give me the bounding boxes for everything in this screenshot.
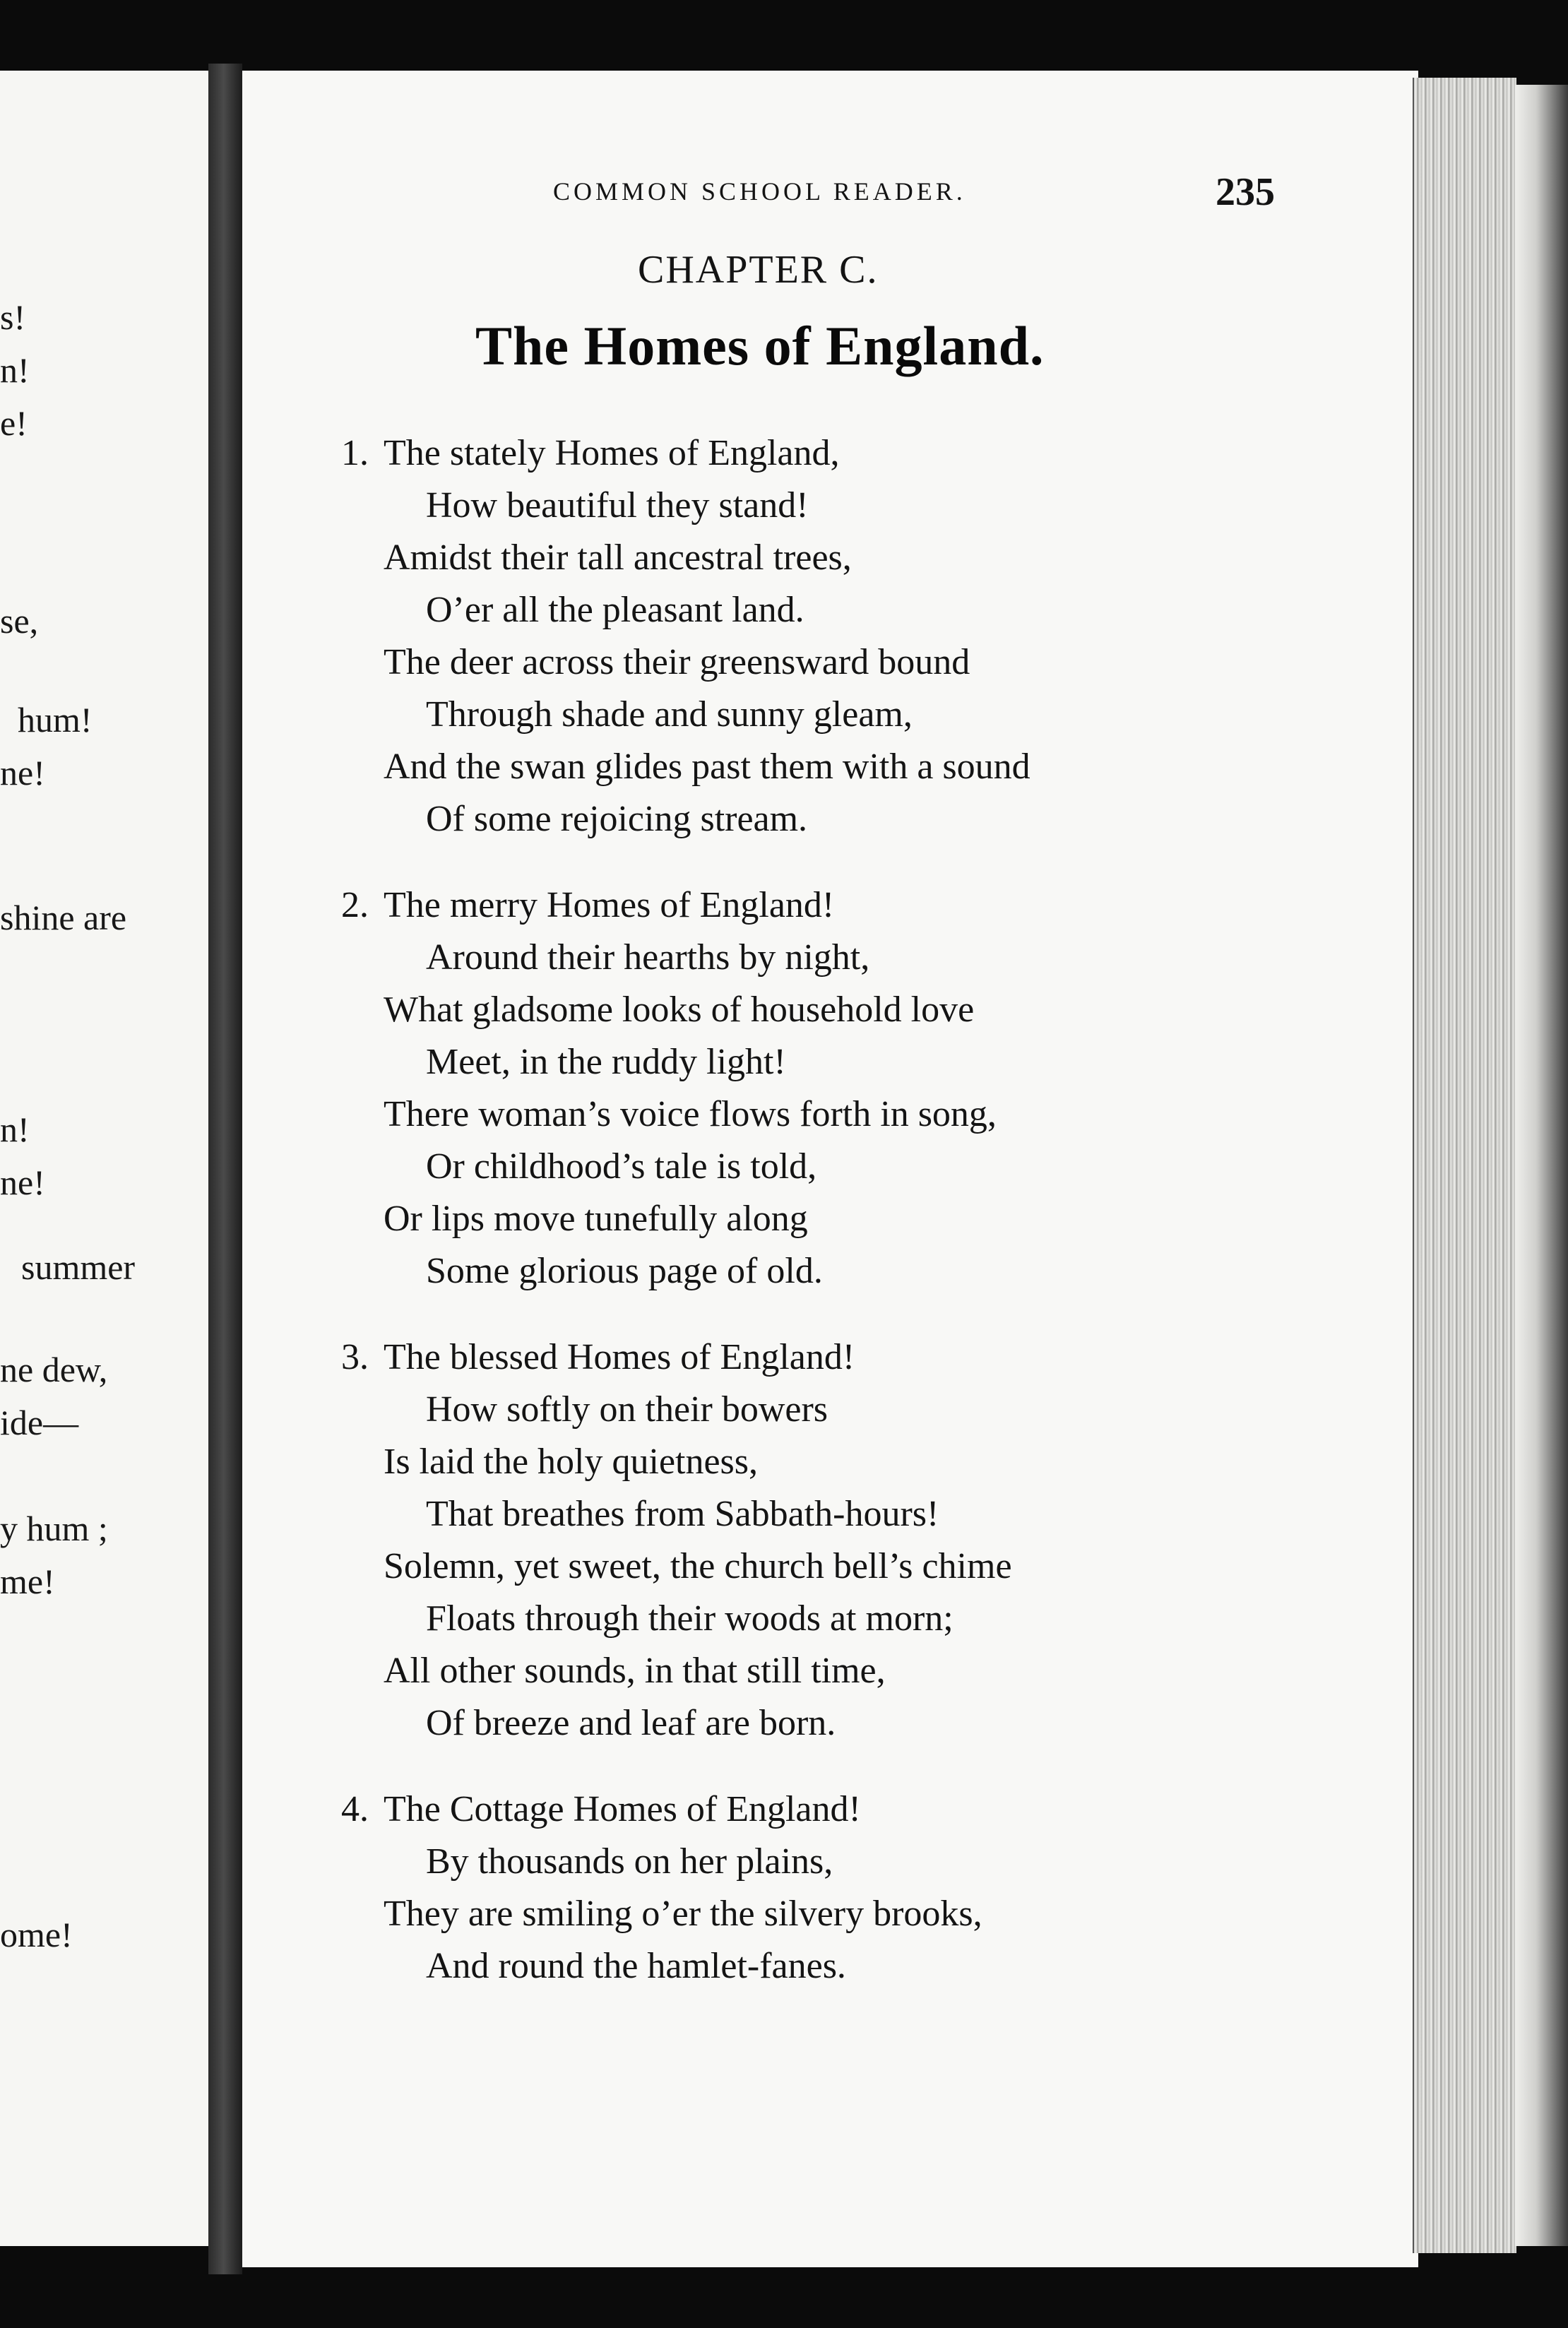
left-fragment: me! (0, 1562, 55, 1601)
poem-line: The merry Homes of England! (384, 885, 835, 925)
chapter-heading: CHAPTER C. (638, 248, 879, 292)
poem-line: Or childhood’s tale is told, (426, 1146, 817, 1187)
poem-line: Amidst their tall ancestral trees, (384, 538, 852, 578)
poem-line: All other sounds, in that still time, (384, 1651, 886, 1691)
left-fragment: hum! (18, 700, 93, 740)
stanza-number: 3. (341, 1337, 369, 1377)
poem-line: Some glorious page of old. (426, 1251, 823, 1291)
poem-title: The Homes of England. (475, 315, 1045, 376)
poem-line: Of some rejoicing stream. (426, 799, 808, 839)
poem-line: The stately Homes of England, (384, 433, 840, 473)
stanza (341, 427, 1330, 845)
stanza (341, 879, 1330, 1297)
left-fragment: y hum ; (0, 1509, 108, 1548)
poem-line: The blessed Homes of England! (384, 1337, 855, 1377)
left-fragment: se, (0, 601, 39, 641)
poem-line: The Cottage Homes of England! (384, 1789, 861, 1829)
left-fragment: ne dew, (0, 1350, 108, 1389)
stanza-number: 1. (341, 433, 369, 473)
poem-line: Or lips move tunefully along (384, 1199, 808, 1239)
poem-line: The deer across their greensward bound (384, 642, 970, 682)
page-edges (1413, 78, 1516, 2253)
left-facing-page (0, 71, 210, 2246)
poem-line: By thousands on her plains, (426, 1841, 833, 1882)
book-page (242, 71, 1418, 2267)
left-fragment: n! (0, 1110, 30, 1149)
poem-line: And round the hamlet-fanes. (426, 1946, 846, 1986)
left-fragment: n! (0, 350, 30, 390)
poem-line: How softly on their bowers (426, 1389, 828, 1430)
stanza (341, 1331, 1330, 1750)
poem-line: Meet, in the ruddy light! (426, 1042, 786, 1082)
running-head: COMMON SCHOOL READER. (553, 177, 966, 206)
book-gutter (208, 64, 242, 2274)
poem-line: Solemn, yet sweet, the church bell’s chime (384, 1546, 1012, 1586)
poem-line: Is laid the holy quietness, (384, 1442, 759, 1482)
left-fragment: summer (21, 1247, 136, 1287)
stanza-number: 4. (341, 1789, 369, 1829)
book-edge-shadow (1515, 85, 1568, 2246)
poem-line: They are smiling o’er the silvery brooks, (384, 1894, 982, 1934)
left-fragment: ne! (0, 1163, 45, 1202)
poem-line: Through shade and sunny gleam, (426, 694, 913, 735)
poem-line: That breathes from Sabbath-hours! (426, 1494, 939, 1534)
poem-line: What gladsome looks of household love (384, 990, 975, 1030)
poem-line: Of breeze and leaf are born. (426, 1703, 836, 1743)
left-fragment: ome! (0, 1915, 73, 1954)
poem-line: There woman’s voice flows forth in song, (384, 1094, 997, 1134)
poem-line: Around their hearths by night, (426, 937, 870, 978)
poem-line: And the swan glides past them with a sound (384, 747, 1031, 787)
poem-line: O’er all the pleasant land. (426, 590, 804, 630)
page-number: 235 (1216, 170, 1275, 214)
left-fragment: shine are (0, 898, 127, 937)
stanza-number: 2. (341, 885, 369, 925)
poem-line: How beautiful they stand! (426, 485, 809, 525)
left-fragment: ide— (0, 1403, 79, 1442)
stanza (341, 1783, 1330, 1993)
left-fragment: s! (0, 297, 26, 337)
poem-line: Floats through their woods at morn; (426, 1598, 954, 1639)
left-fragment: e! (0, 403, 28, 443)
left-fragment: ne! (0, 753, 45, 792)
